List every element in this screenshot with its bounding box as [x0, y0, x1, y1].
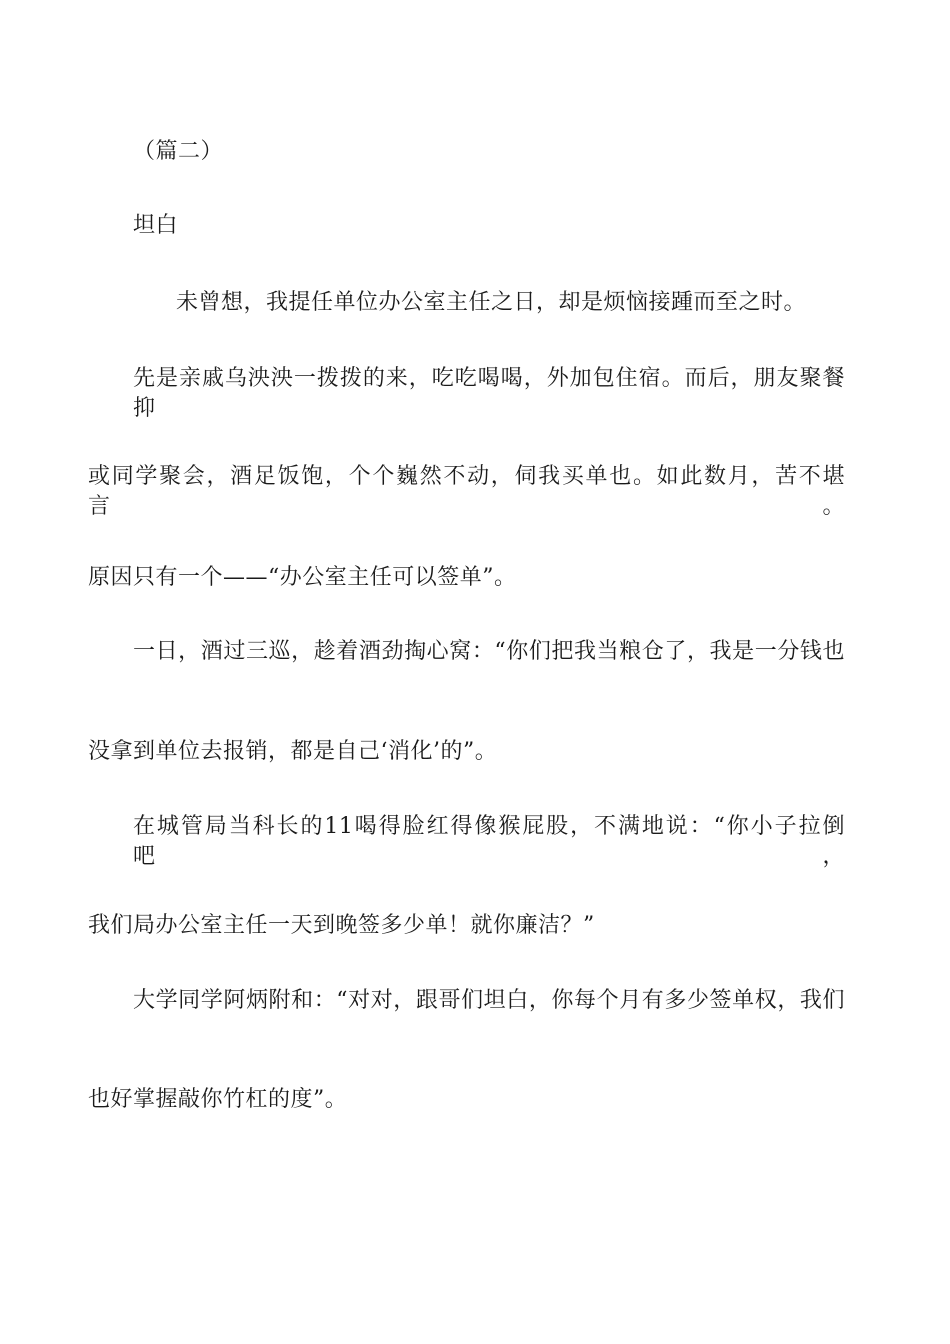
paragraph-5-line-1: 大学同学阿炳附和：“对对，跟哥们坦白，你每个月有多少签单权，我们	[133, 988, 845, 1013]
paragraph-1-line-1: 未曾想，我提任单位办公室主任之日，却是烦恼接踵而至之时。	[176, 290, 807, 315]
paragraph-3-line-1: 一日，酒过三巡，趁着酒劲掏心窝：“你们把我当粮仓了，我是一分钱也	[133, 639, 845, 664]
paragraph-5-line-2: 也好掌握敲你竹杠的度”。	[88, 1087, 348, 1112]
section-heading: （篇二）	[133, 139, 224, 164]
paragraph-4-line-2: 我们局办公室主任一天到晚签多少单！就你廉洁？”	[88, 913, 595, 938]
article-title: 坦白	[133, 213, 179, 238]
paragraph-2-line-2: 或同学聚会，酒足饭饱，个个巍然不动，伺我买单也。如此数月，苦不堪言。	[88, 464, 845, 519]
paragraph-4-line-1: 在城管局当科长的11喝得脸红得像猴屁股，不满地说：“你小子拉倒吧，	[133, 814, 845, 869]
paragraph-2-line-1: 先是亲戚乌泱泱一拨拨的来，吃吃喝喝，外加包住宿。而后，朋友聚餐抑	[133, 366, 845, 421]
paragraph-3-line-2: 没拿到单位去报销，都是自己‘消化’的”。	[88, 739, 498, 764]
paragraph-2-line-3: 原因只有一个——“办公室主任可以签单”。	[88, 565, 517, 590]
